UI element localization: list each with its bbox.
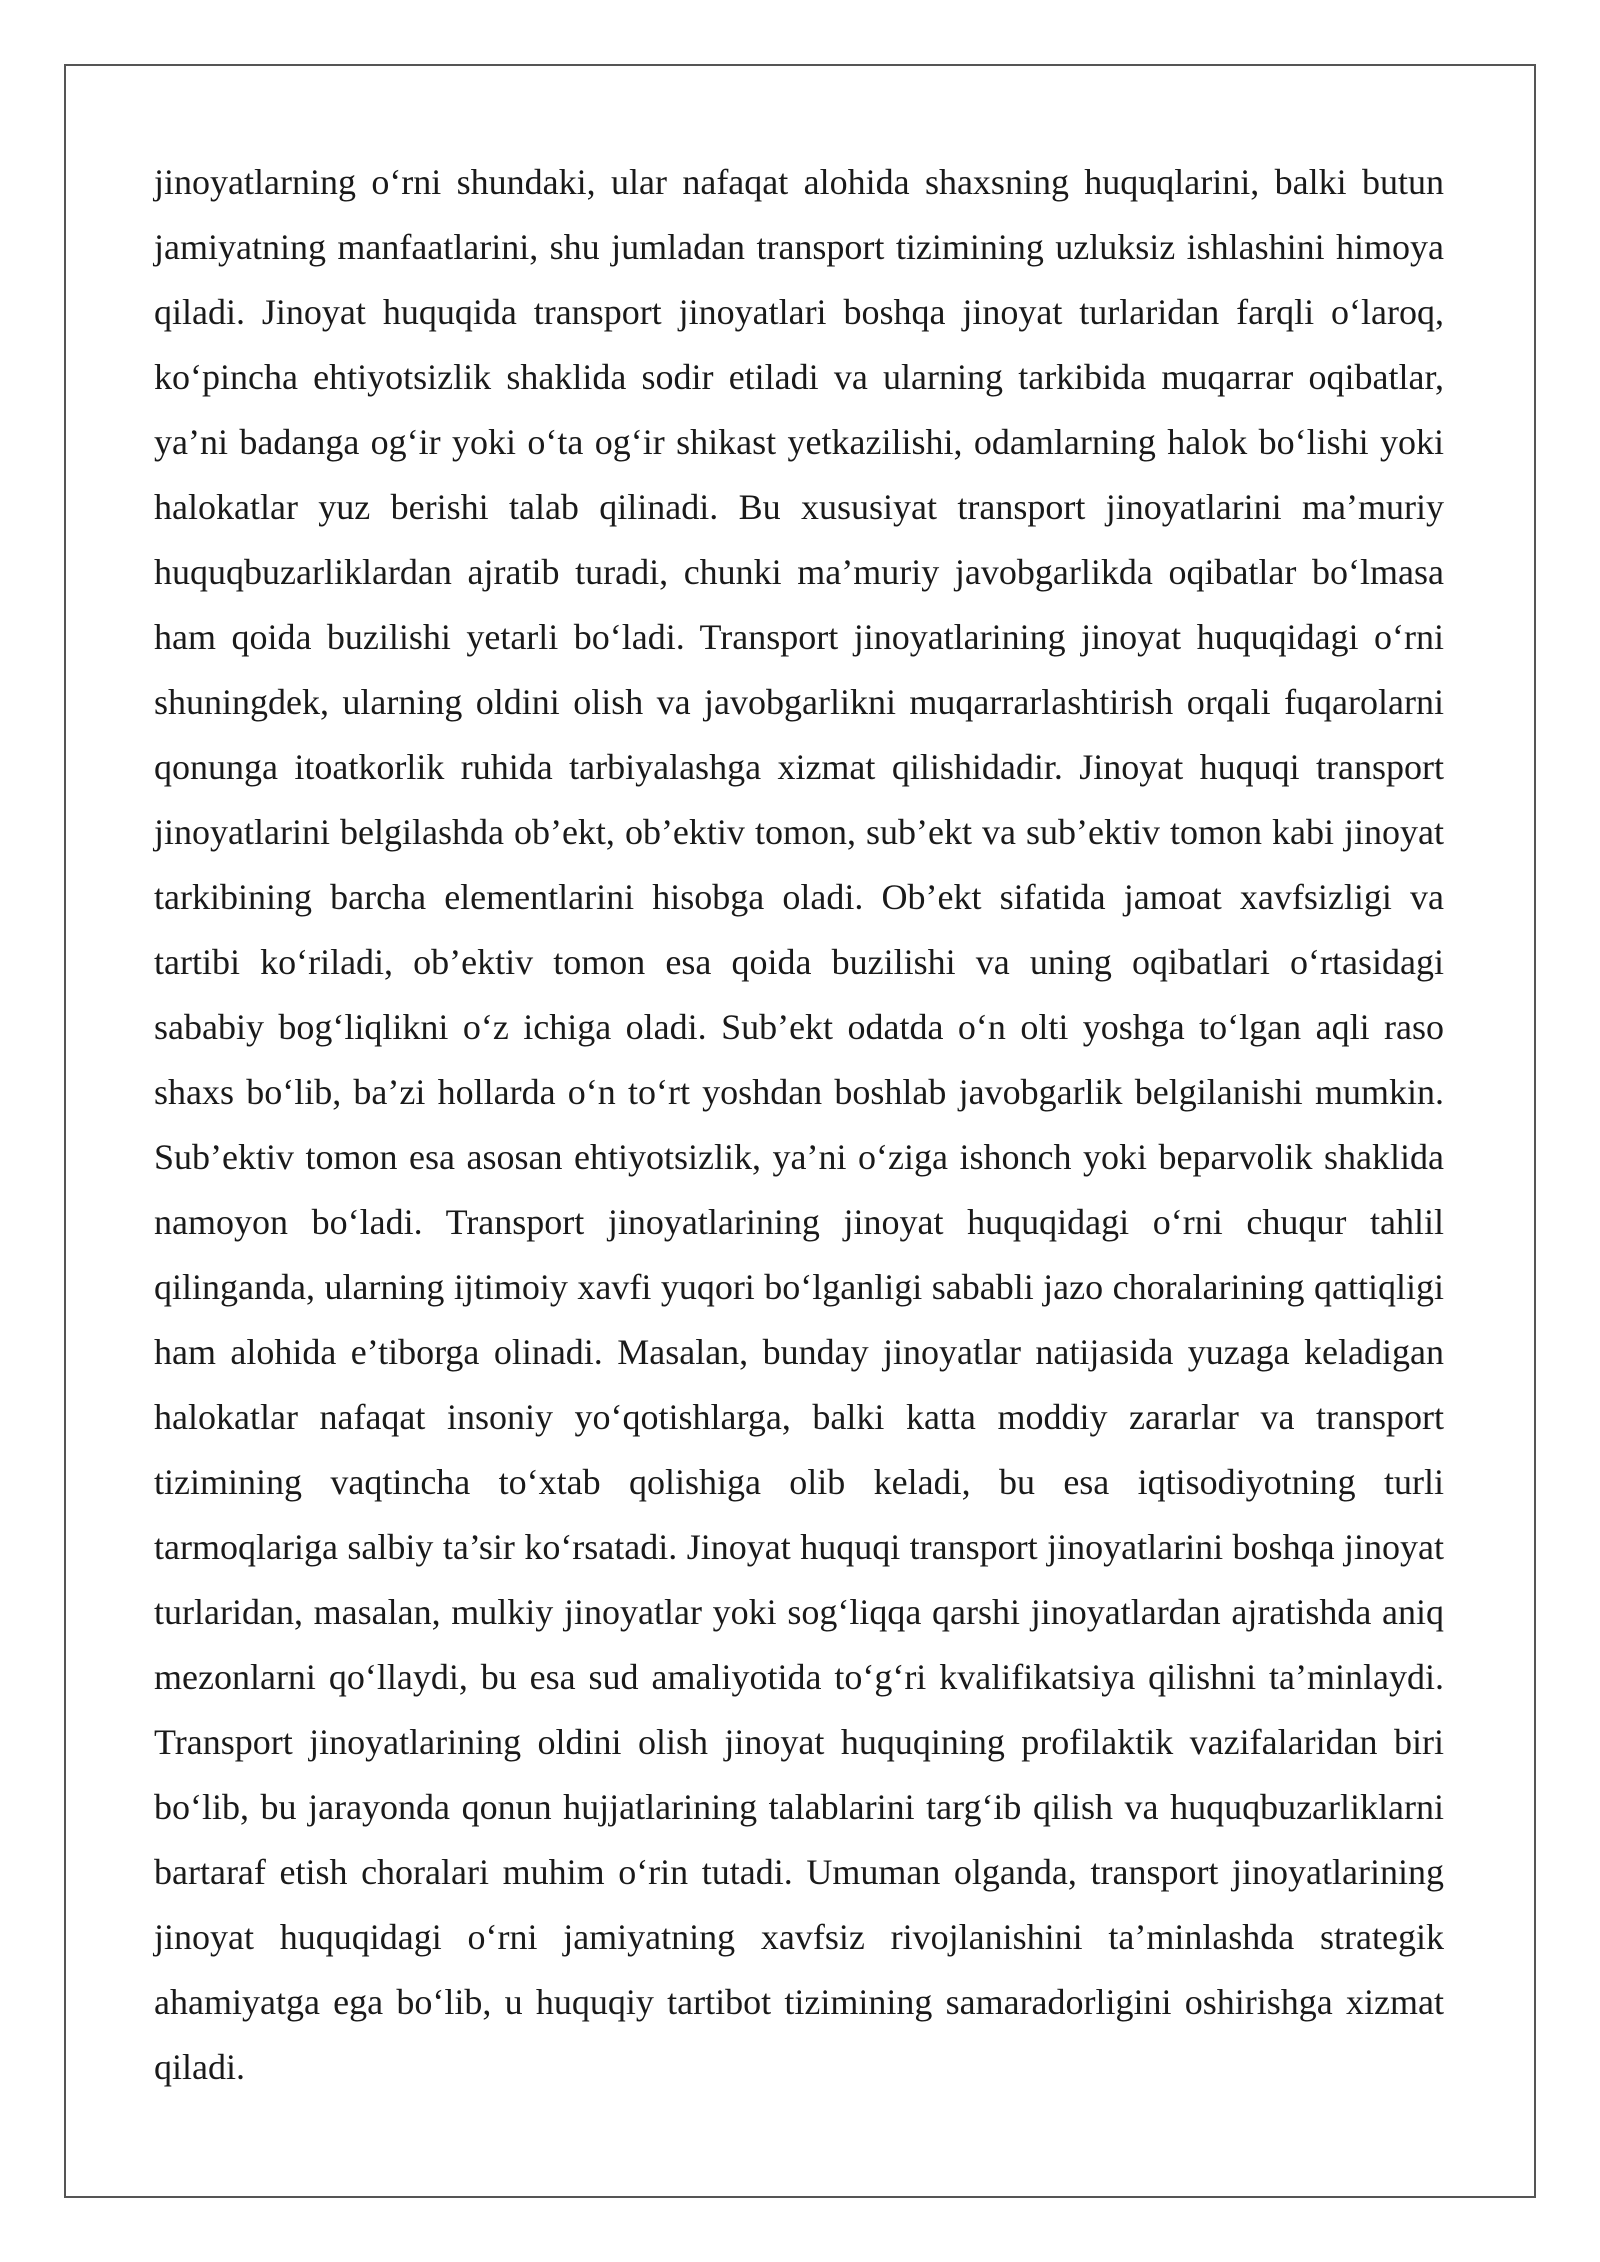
body-paragraph: jinoyatlarning o‘rni shundaki, ular nafaqat alohida shaxsning huquqlarini, balki butun jamiyatning manfaatlarini, shu jumladan transport tizimining uzluksiz ishlashini himoya qiladi. Jinoyat huquqida transport jinoyatlari boshqa jinoyat turlaridan farqli o‘laroq, ko‘pincha ehtiyotsizlik shaklida sodir etiladi va ularning tarkibida muqarrar oqibatlar, ya’ni badanga og‘ir yoki o‘ta og‘ir shikast yetkazilishi, odamlarning halok bo‘lishi yoki halokatlar yuz berishi talab qilinadi. Bu xususiyat transport jinoyatlarini ma’muriy huquqbuzarliklardan ajratib turadi, chunki ma’muriy javobgarlikda oqibatlar bo‘lmasa ham qoida buzilishi yetarli bo‘ladi. Transport jinoyatlarining jinoyat huquqidagi o‘rni shuningdek, ularning oldini olish va javobgarlikni muqarrarlashtirish orqali fuqarolarni qonunga itoatkorlik ruhida tarbiyalashga xizmat qilishidadir. Jinoyat huquqi transport jinoyatlarini belgilashda ob’ekt, ob’ektiv tomon, sub’ekt va sub’ektiv tomon kabi jinoyat tarkibining barcha elementlarini hisobga oladi. Ob’ekt sifatida jamoat xavfsizligi va tartibi ko‘riladi, ob’ektiv tomon esa qoida buzilishi va uning oqibatlari o‘rtasidagi sababiy bog‘liqlikni o‘z ichiga oladi. Sub’ekt odatda o‘n olti yoshga to‘lgan aqli raso shaxs bo‘lib, ba’zi hollarda o‘n to‘rt yoshdan boshlab javobgarlik belgilanishi mumkin. Sub’ektiv tomon esa asosan ehtiyotsizlik, ya’ni o‘ziga ishonch yoki beparvolik shaklida namoyon bo‘ladi. Transport jinoyatlarining jinoyat huquqidagi o‘rni chuqur tahlil qilinganda, ularning ijtimoiy xavfi yuqori bo‘lganligi sababli jazo choralarining qattiqligi ham alohida e’tiborga olinadi. Masalan, bunday jinoyatlar natijasida yuzaga keladigan halokatlar nafaqat insoniy yo‘qotishlarga, balki katta moddiy zararlar va transport tizimining vaqtincha to‘xtab qolishiga olib keladi, bu esa iqtisodiyotning turli tarmoqlariga salbiy ta’sir ko‘rsatadi. Jinoyat huquqi transport jinoyatlarini boshqa jinoyat turlaridan, masalan, mulkiy jinoyatlar yoki sog‘liqqa qarshi jinoyatlardan ajratishda aniq mezonlarni qo‘llaydi, bu esa sud amaliyotida to‘g‘ri kvalifikatsiya qilishni ta’minlaydi. Transport jinoyatlarining oldini olish jinoyat huquqining profilaktik vazifalaridan biri bo‘lib, bu jarayonda qonun hujjatlarining talablarini targ‘ib qilish va huquqbuzarliklarni bartaraf etish choralari muhim o‘rin tutadi. Umuman olganda, transport jinoyatlarining jinoyat huquqidagi o‘rni jamiyatning xavfsiz rivojlanishini ta’minlashda strategik ahamiyatga ega bo‘lib, u huquqiy tartibot tizimining samaradorligini oshirishga xizmat qiladi. xyxy=(154,162,1444,2087)
page-frame xyxy=(64,64,1536,2198)
